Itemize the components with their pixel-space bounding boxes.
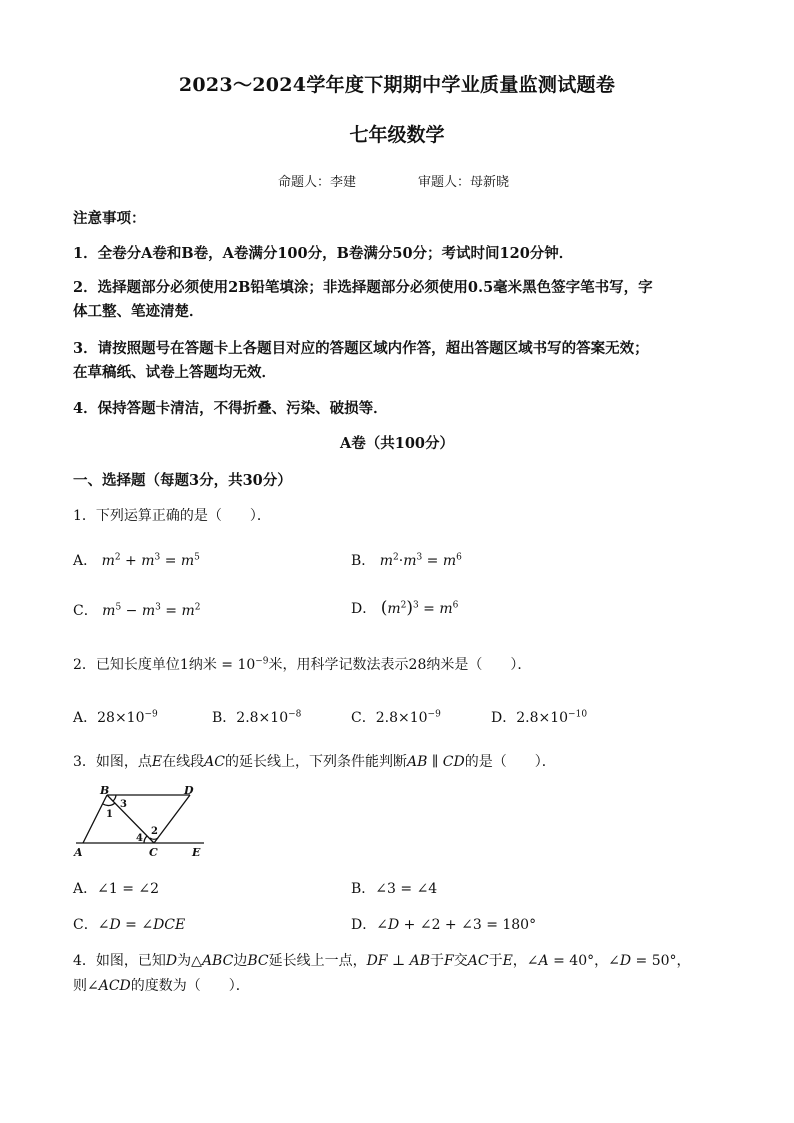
math-op: +: [120, 553, 142, 569]
math-exp: −8: [288, 709, 302, 720]
label-angle-2: 2: [151, 826, 158, 837]
notice-item-1: 1．全卷分A卷和B卷，A卷满分100分，B卷满分50分；考试时间120分钟．: [73, 245, 574, 262]
option-label: A．: [73, 881, 98, 897]
notice-item-3-cont: 在草稿纸、试卷上答题均无效．: [73, 364, 276, 381]
option-value: 28×10: [97, 710, 145, 726]
q2-option-d[interactable]: [491, 707, 587, 727]
label-d: D: [184, 785, 194, 797]
math-var: AC: [204, 754, 225, 770]
line-bc: [107, 795, 154, 843]
line-dc: [154, 795, 190, 843]
math-exp: 2: [400, 600, 407, 611]
angle-3-arc: [113, 795, 116, 801]
math-exp: −10: [568, 709, 588, 720]
math-var: AB: [409, 953, 431, 969]
line-ab: [83, 795, 107, 843]
math-exp: 3: [155, 602, 161, 613]
q4-text: = 40°，∠: [548, 953, 620, 969]
q3-stem-text: 的是（ ）．: [464, 754, 556, 770]
math-base: m: [442, 553, 457, 569]
option-label: C．: [73, 603, 98, 619]
label-angle-1: 1: [106, 809, 113, 820]
option-label: B．: [351, 553, 376, 569]
q3-option-b[interactable]: [351, 878, 437, 898]
q3-option-d[interactable]: [351, 914, 536, 934]
option-label: D．: [491, 710, 517, 726]
math-base: m: [102, 603, 116, 619]
math-var: ABC: [201, 953, 234, 969]
option-label: A．: [73, 710, 98, 726]
math-exp: 6: [456, 552, 462, 563]
math-base: m: [379, 553, 394, 569]
math-op: −: [121, 603, 142, 619]
math-var: E: [151, 754, 163, 770]
notice-item-2-cont: 体工整、笔迹清楚．: [73, 303, 204, 320]
option-label: C．: [351, 710, 376, 726]
reviewer-label: 审题人：母新晓: [418, 175, 510, 190]
angle-4-arc: [144, 836, 147, 843]
option-value: 2.8×10: [375, 710, 428, 726]
math-exp: 5: [115, 602, 122, 613]
math-base: m: [181, 603, 195, 619]
math-paren: ): [406, 598, 413, 618]
section-a-heading: A卷（共100分）: [339, 435, 455, 452]
math-eq: =: [160, 553, 181, 569]
q2-option-c[interactable]: [351, 707, 441, 727]
option-value: ∠1 = ∠2: [97, 881, 160, 897]
math-base: m: [141, 553, 155, 569]
option-value: 2.8×10: [236, 710, 289, 726]
math-var: DCE: [153, 917, 186, 933]
label-e: E: [192, 846, 201, 859]
math-op: ·: [398, 553, 404, 569]
math-var: D: [109, 917, 121, 933]
parallel-symbol: ∥: [427, 754, 443, 770]
math-var: AC: [467, 953, 489, 969]
math-expr: + ∠2 + ∠3 = 180°: [399, 917, 537, 933]
math-exp: −9: [255, 656, 269, 667]
math-var: D: [387, 917, 400, 933]
option-label: D．: [351, 917, 377, 933]
q4-stem-line1: [73, 950, 691, 970]
math-var: AB: [406, 754, 428, 770]
q1-option-b[interactable]: [351, 550, 462, 570]
q3-stem-text: 3．如图，点: [73, 754, 152, 770]
label-angle-3: 3: [120, 799, 127, 810]
math-eq: =: [418, 601, 440, 617]
notice-item-3: 3．请按照题号在答题卡上各题目对应的答题区域内作答，超出答题区域书写的答案无效；: [73, 340, 649, 357]
option-label: C．: [73, 917, 98, 933]
q2-option-b[interactable]: [212, 707, 301, 727]
q3-stem-text: 的延长线上，下列条件能判断: [224, 754, 407, 770]
q4-text: 4．如图，已知: [73, 953, 166, 969]
label-b: B: [100, 785, 110, 797]
q1-option-c[interactable]: [73, 600, 201, 620]
q4-text: 为△: [177, 953, 202, 969]
q3-stem: [73, 751, 556, 771]
option-label: B．: [351, 881, 376, 897]
q3-stem-text: 在线段: [162, 754, 205, 770]
angle-symbol: ∠: [376, 917, 388, 933]
part1-heading: 一、选择题（每题3分，共30分）: [73, 472, 292, 489]
math-var: F: [444, 953, 454, 969]
q4-text: 于: [488, 953, 503, 969]
q2-option-a[interactable]: [73, 707, 158, 727]
math-exp: 3: [154, 552, 161, 563]
notice-item-4: 4．保持答题卡清洁，不得折叠、污染、破损等．: [73, 400, 388, 417]
q1-option-a[interactable]: [73, 550, 200, 570]
math-var: ACD: [98, 978, 131, 994]
math-eq: =: [422, 553, 443, 569]
q4-text: 边: [233, 953, 248, 969]
math-var: A: [538, 953, 549, 969]
math-base: m: [141, 603, 156, 619]
math-paren: (: [380, 598, 388, 618]
math-exp: 3: [412, 600, 419, 611]
q3-option-a[interactable]: [73, 878, 159, 898]
math-exp: 6: [452, 600, 459, 611]
q2-stem-text: 米，用科学记数法表示28纳米是（ ）．: [268, 657, 532, 673]
label-c: C: [149, 846, 158, 859]
q4-text: = 50°，: [631, 953, 691, 969]
q4-text: ，∠: [512, 953, 539, 969]
math-exp: 5: [194, 552, 200, 563]
option-value: ∠3 = ∠4: [375, 881, 438, 897]
math-exp: 2: [393, 552, 399, 563]
math-base: m: [180, 553, 195, 569]
exam-title: 2023～2024学年度下期期中学业质量监测试题卷: [178, 74, 616, 96]
q4-text: 延长线上一点，: [268, 953, 367, 969]
q4-text: 交: [453, 953, 468, 969]
math-exp: −9: [427, 709, 441, 720]
math-var: DF: [366, 953, 388, 969]
perp-symbol: ⊥: [387, 953, 410, 969]
angle-symbol: ∠: [97, 917, 110, 933]
math-base: m: [439, 601, 453, 617]
math-var: D: [619, 953, 632, 969]
math-var: E: [502, 953, 513, 969]
math-base: m: [403, 553, 417, 569]
exam-subtitle: 七年级数学: [349, 124, 445, 146]
math-eq: =: [160, 603, 182, 619]
math-var: CD: [442, 754, 465, 770]
q3-figure: [72, 785, 212, 860]
q2-stem: [73, 654, 531, 674]
q1-stem: 1．下列运算正确的是（ ）．: [73, 508, 271, 524]
angle-1-arc: [103, 803, 115, 806]
option-value: 2.8×10: [516, 710, 569, 726]
option-label: B．: [212, 710, 237, 726]
option-label: D．: [351, 601, 377, 617]
math-exp: 2: [114, 552, 121, 563]
math-base: m: [387, 601, 401, 617]
math-exp: −9: [144, 709, 158, 720]
author-label: 命题人：李建: [278, 175, 357, 190]
q4-text: 的度数为（ ）．: [130, 978, 250, 994]
q2-stem-text: 2．已知长度单位1纳米 = 10: [73, 657, 256, 673]
q4-text: 则∠: [73, 978, 99, 994]
label-a: A: [74, 846, 83, 859]
math-base: m: [101, 553, 115, 569]
q4-stem-line2: [73, 975, 250, 995]
notice-heading: 注意事项：: [73, 210, 146, 227]
math-exp: 2: [194, 602, 201, 613]
math-var: D: [165, 953, 178, 969]
notice-item-2: 2．选择题部分必须使用2B铅笔填涂；非选择题部分必须使用0.5毫米黑色签字笔书写，字: [73, 279, 653, 296]
q1-option-d[interactable]: [351, 598, 458, 618]
q4-text: 于: [430, 953, 445, 969]
option-label: A．: [73, 553, 98, 569]
label-angle-4: 4: [136, 833, 143, 844]
math-eq: = ∠: [120, 917, 154, 933]
angle-2-arc: [150, 838, 158, 839]
math-exp: 3: [416, 552, 423, 563]
math-var: BC: [247, 953, 269, 969]
q3-option-c[interactable]: [73, 914, 185, 934]
